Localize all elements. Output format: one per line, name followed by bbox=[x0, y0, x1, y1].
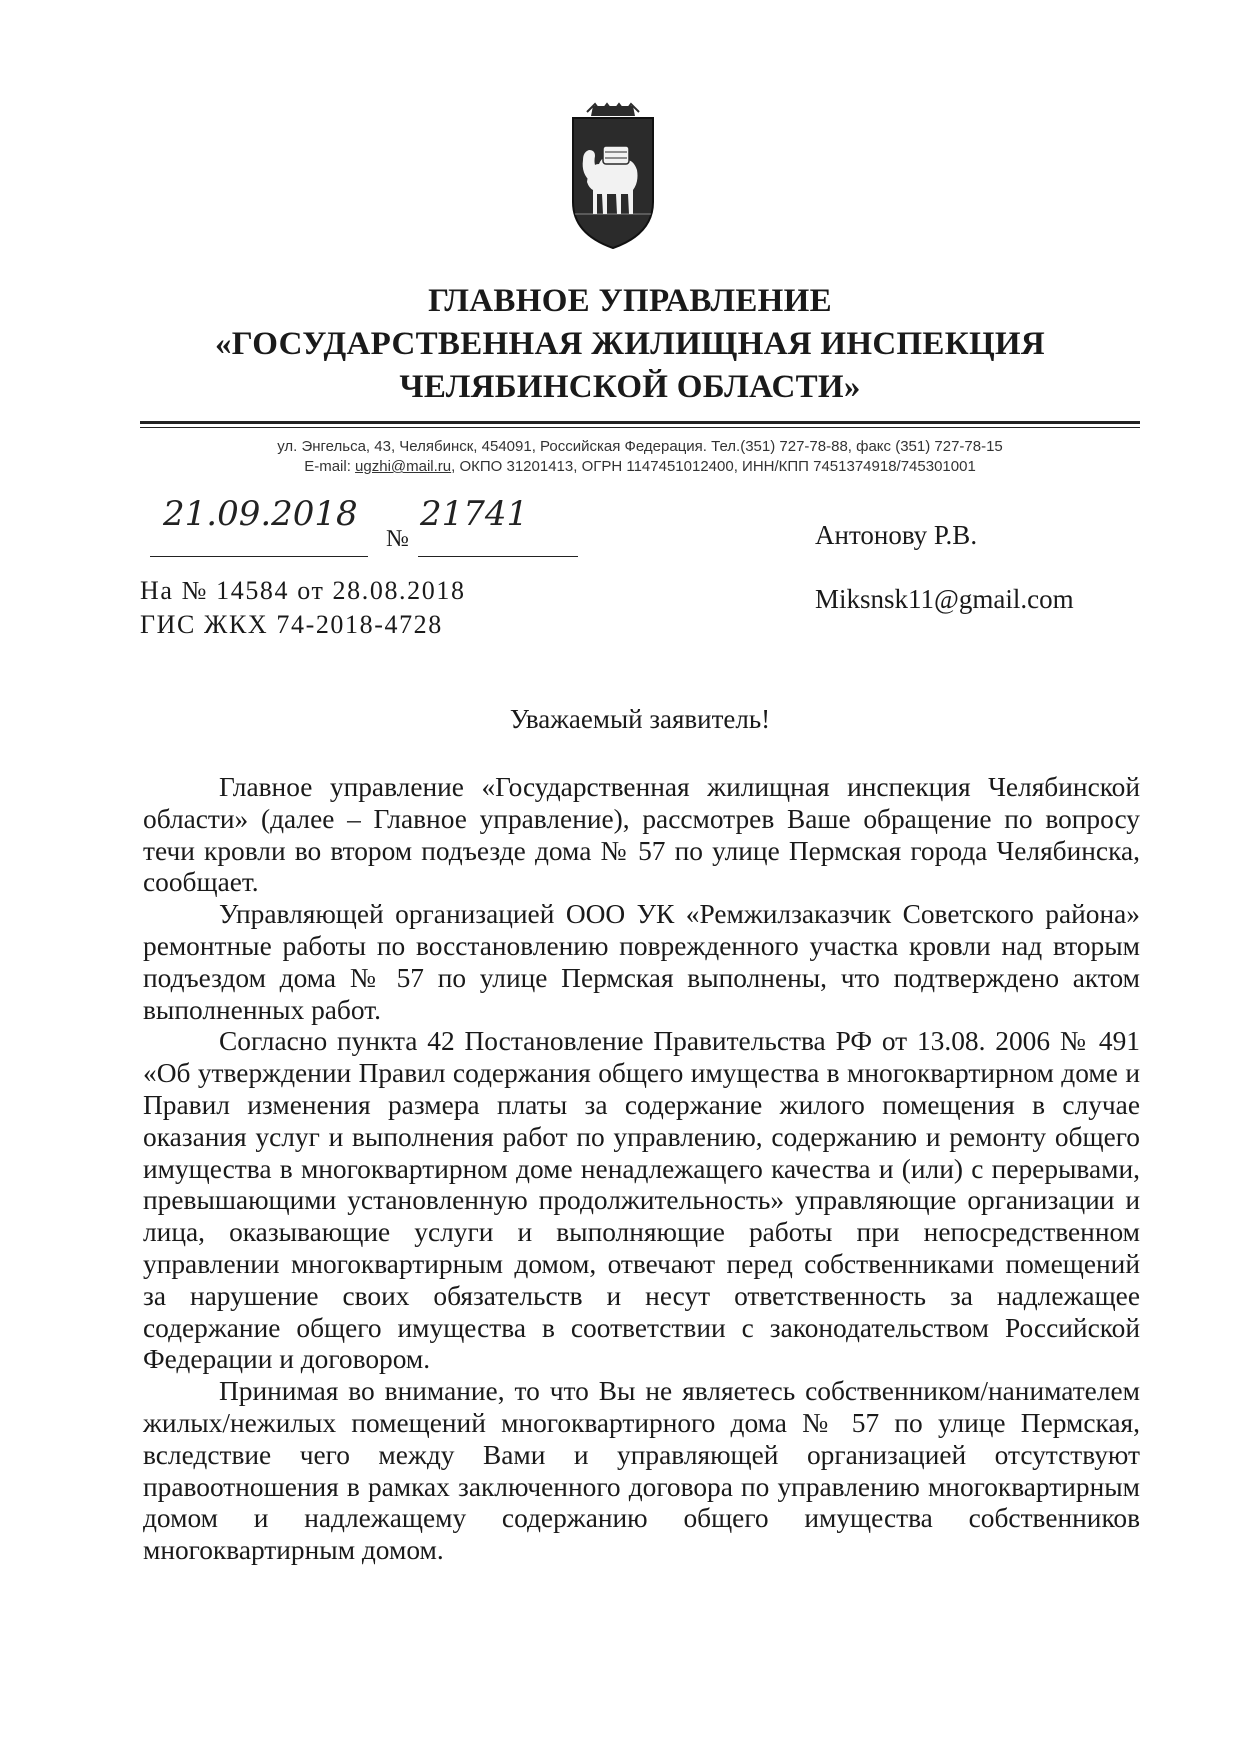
recipient-email: Miksnsk11@gmail.com bbox=[815, 584, 1074, 614]
org-title-line-2: «ГОСУДАРСТВЕННАЯ ЖИЛИЩНАЯ ИНСПЕКЦИЯ bbox=[214, 326, 1046, 362]
org-email-link[interactable]: ugzhi@mail.ru bbox=[355, 458, 452, 475]
recipient-name: Антонову Р.В. bbox=[815, 520, 978, 550]
registry-codes: , ОКПО 31201413, ОГРН 1147451012400, ИНН/КПП 7451374918/745301001 bbox=[451, 458, 976, 475]
handwritten-number: 21741 bbox=[420, 494, 529, 534]
coat-of-arms-icon bbox=[563, 102, 663, 252]
letter-body bbox=[143, 772, 1140, 1567]
email-label: E-mail: bbox=[304, 458, 356, 475]
paragraph-1: Главное управление «Государственная жилищная инспекция Челябинской области» (далее – Главное управление), рассмотрев Ваше обращение по вопросу течи кровли во втором подъезде дома № 57 по улице Пермская города Челябинска, сообщает. bbox=[143, 772, 1140, 898]
organization-title bbox=[140, 280, 1120, 409]
handwritten-date: 21.09.2018 bbox=[163, 494, 358, 534]
org-title-line-1: ГЛАВНОЕ УПРАВЛЕНИЕ bbox=[428, 283, 832, 319]
paragraph-2: Управляющей организацией ООО УК «Ремжилзаказчик Советского района» ремонтные работы по восстановлению поврежденного участка кровли над вторым подъездом дома № 57 по улице Пермская выполнены, что подтверждено актом выполненных работ. bbox=[143, 899, 1140, 1025]
reference-block bbox=[140, 574, 466, 642]
header-divider-thin bbox=[140, 427, 1140, 428]
reference-line: На № 14584 от 28.08.2018 bbox=[140, 576, 466, 605]
organization-contacts bbox=[140, 437, 1140, 477]
number-underline bbox=[418, 556, 578, 557]
address-line: ул. Энгельса, 43, Челябинск, 454091, Российская Федерация. Тел.(351) 727-78-88, факс (351) 727-78-15 bbox=[277, 438, 1003, 455]
codes-line bbox=[140, 457, 1140, 477]
header-divider-thick bbox=[140, 421, 1140, 424]
number-sign: № bbox=[386, 526, 409, 552]
date-underline bbox=[150, 556, 368, 557]
gis-line: ГИС ЖКХ 74-2018-4728 bbox=[140, 610, 443, 639]
paragraph-4: Принимая во внимание, то что Вы не являетесь собственником/нанимателем жилых/нежилых помещений многоквартирного дома № 57 по улице Пермская, вследствие чего между Вами и управляющей организацией отсутствуют правоотношения в рамках заключенного договора по управлению многоквартирным домом и надлежащему содержанию общего имущества собственников многоквартирным домом. bbox=[143, 1376, 1140, 1566]
salutation: Уважаемый заявитель! bbox=[509, 704, 771, 734]
paragraph-3: Согласно пункта 42 Постановление Правительства РФ от 13.08. 2006 № 491 «Об утверждении Правил содержания общего имущества в многоквартирном доме и Правил изменения размера платы за содержание жилого помещения в случае оказания услуг и выполнения работ по управлению, содержанию и ремонту общего имущества в многоквартирном доме ненадлежащего качества и (или) с перерывами, превышающими установленную продолжительность» управляющие организации и лица, оказывающие услуги и выполняющие работы при непосредственном управлении многоквартирным домом, отвечают перед собственниками помещений за нарушение своих обязательств и несут ответственность за надлежащее содержание общего имущества в соответствии с законодательством Российской Федерации и договором. bbox=[143, 1026, 1140, 1375]
org-title-line-3: ЧЕЛЯБИНСКОЙ ОБЛАСТИ» bbox=[399, 369, 861, 405]
